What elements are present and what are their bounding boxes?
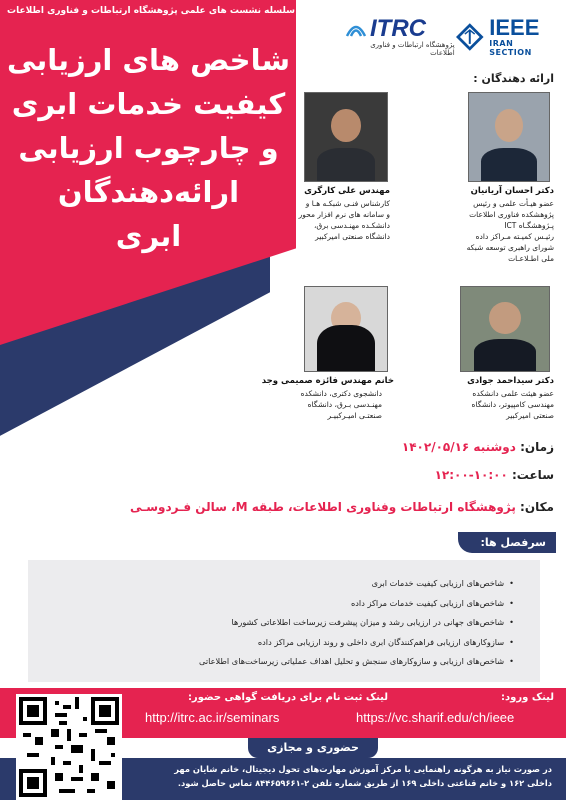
venue-label: مکان:: [520, 500, 554, 514]
presenters-heading: ارائه دهندگان :: [473, 72, 554, 85]
presenter-name: دکتر سیداحمد جوادی: [467, 376, 554, 386]
topic-item: • شاخص‌های ارزیابی کیفیت خدمات مراکز داده: [44, 594, 514, 614]
title-line: ارائه‌دهندگان: [57, 175, 240, 209]
time-value: ۱۰:۰۰-۱۲:۰۰: [434, 468, 508, 482]
presenter-photo: [304, 286, 388, 372]
ieee-wordmark: IEEE: [489, 15, 540, 40]
itrc-subtitle: پژوهشگاه ارتباطات و فناوری اطلاعات: [370, 41, 455, 57]
time-label: ساعت:: [511, 468, 554, 482]
topic-item: • سازوکارهای ارزیابی فراهم‌کنندگان ابری داخلی و روند ارزیابی مراکز داده: [44, 633, 514, 653]
itrc-logo-icon: [345, 20, 367, 38]
presenter-photo: [460, 286, 550, 372]
presenter-bio: عضو هیئت علمی دانشکده مهندسی کامپیوتر، دانشگاه صنعتی امیرکبیر: [471, 389, 554, 420]
date-row: [402, 440, 554, 454]
logo-bar: [303, 12, 558, 62]
itrc-logo: [303, 17, 455, 57]
title-line: و چارچوب ارزیابی: [18, 131, 279, 165]
venue-row: [130, 500, 554, 514]
presenter-name: دکتر احسان آریانیان: [470, 186, 554, 196]
title-line: کیفیت خدمات ابری: [11, 87, 286, 121]
series-title: سلسله نشست های علمی پژوهشگاه ارتباطات و فناوری اطلاعات: [7, 6, 295, 16]
entry-link-label: لینک ورود:: [501, 692, 554, 703]
presenter-bio: عضو هیـأت علمی و رئیس پژوهشکده فناوری اطلاعات پـژوهشگـاه ICT رئیـس کمیـته مـراکز داده شورای راهبری توسعه شبکه ملی اطـلاعـات: [466, 199, 554, 263]
presenter-photo: [468, 92, 550, 182]
title-line: ابری: [115, 219, 182, 253]
presenter-name: خانم مهندس فائزه صمیمی وجد: [261, 376, 394, 386]
time-row: [435, 468, 554, 482]
presenter-bio: دانشجوی دکتری، دانشکده مهنـدسی بـرق، دانشگاه صنعتـی امیـرکبیـر: [300, 389, 382, 420]
main-title: [6, 38, 291, 258]
ieee-logo-icon: [455, 22, 485, 52]
registration-link[interactable]: http://itrc.ac.ir/seminars: [145, 710, 280, 725]
presenter-photo: [304, 92, 388, 182]
attendance-mode-badge: حضوری و مجازی: [248, 738, 378, 758]
topics-heading: سرفصل ها:: [458, 532, 556, 553]
presenter-bio: کارشناس فنـی شبکـه هـا و و سامانه های نرم افزار محور دانشکـده مهنـدسی برق، دانشگاه صنعتی امیرکبیر: [298, 199, 390, 241]
entry-link[interactable]: https://vc.sharif.edu/ch/ieee: [356, 710, 515, 725]
topic-item: • شاخص‌های ارزیابی کیفیت خدمات ابری: [44, 574, 514, 594]
ieee-logo: [455, 17, 558, 57]
presenter-name: مهندس علی کارگری: [304, 186, 390, 196]
qr-code-icon[interactable]: [16, 694, 122, 800]
topic-item: • شاخص‌های ارزیابی و سازوکارهای سنجش و تحلیل اهداف عملیاتی زیرساخت‌های اطلاعاتی: [44, 652, 514, 672]
footer-contact-text: در صورت نیاز به هرگونه راهنمایی با مرکز آموزش مهارت‌های تحول دیجیتال، خانم شایان مهر داخلی ۱۶۲ و خانم قناعتی داخلی ۱۶۹ از طریق شماره تلفن ۲-۸۴۴۶۵۹۶۶۱ تماس حاصل شود.: [174, 764, 552, 788]
itrc-wordmark: ITRC: [370, 15, 426, 42]
title-line: شاخص های ارزیابی: [7, 43, 290, 77]
date-label: زمان:: [520, 440, 554, 454]
date-value: دوشنبه ۱۴۰۲/۰۵/۱۶: [401, 440, 516, 454]
registration-link-label: لینک ثبت نام برای دریافت گواهی حضور:: [187, 692, 388, 703]
topic-item: • شاخص‌های جهانی در ارزیابی رشد و میزان پیشرفت زیرساخت اطلاعاتی کشورها: [44, 613, 514, 633]
venue-value: پژوهشگاه ارتباطات وفناوری اطلاعات، طبقه M، سالن فـردوسـی: [130, 500, 516, 514]
topics-list: [44, 574, 514, 672]
ieee-section: IRAN SECTION: [489, 39, 532, 57]
